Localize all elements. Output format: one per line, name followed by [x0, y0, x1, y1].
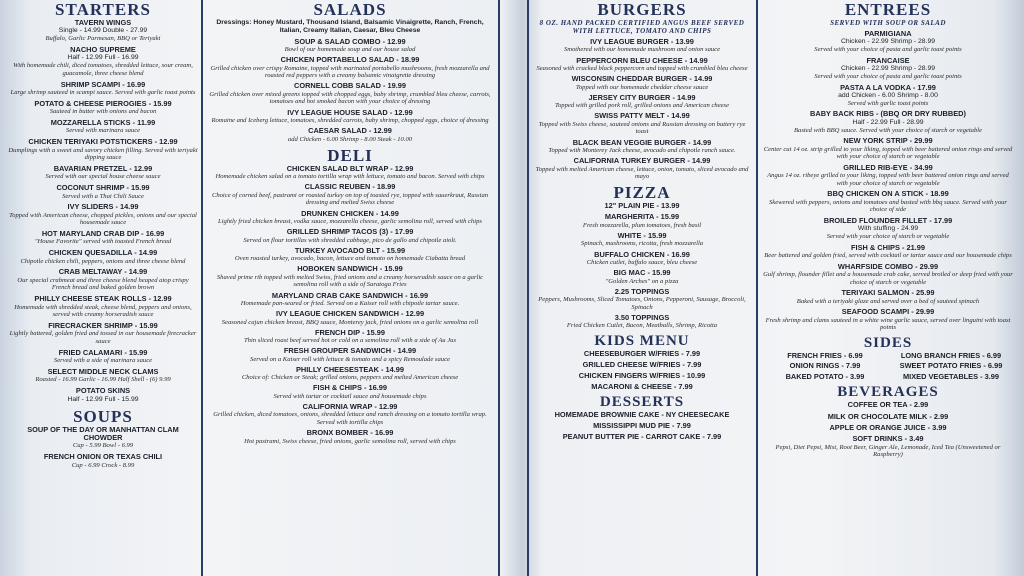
item-name: PHILLY CHEESESTEAK - 14.99: [295, 364, 405, 374]
item-name: PARMIGIANA: [864, 29, 912, 38]
item-name: PASTA A LA VODKA - 17.99: [840, 82, 936, 92]
item-name: PEPPERCORN BLEU CHEESE - 14.99: [576, 55, 708, 65]
menu-item: [206, 165, 494, 181]
item-name: IVY LEAGUE CHICKEN SANDWICH - 12.99: [275, 309, 425, 319]
menu-item: [8, 249, 198, 265]
menu-item: [762, 110, 1014, 134]
menu-item: [8, 203, 198, 227]
menu-item: [8, 19, 198, 43]
menu-item: [206, 210, 494, 226]
menu-item: [8, 100, 198, 116]
menu-item: [532, 202, 752, 210]
side-item: MIXED VEGETABLES - 3.99: [903, 371, 999, 381]
item-name: CRAB MELTAWAY - 14.99: [58, 267, 148, 277]
menu-item: [532, 112, 752, 136]
menu-item: [532, 350, 752, 358]
item-price: Chicken - 22.99 Shrimp - 28.99: [840, 38, 936, 46]
item-description: Lightly battered, golden fried and tossed in our housemade firecracker sauce: [9, 330, 197, 345]
item-name: HOBOKEN SANDWICH - 15.99: [297, 264, 403, 274]
item-price: add Chicken - 6.00 Shrimp - 8.00: [838, 92, 938, 99]
item-description: Served on flour tortillas with shredded cabbage, pico de gallo and chipotle aioli.: [243, 236, 457, 244]
item-name: CHEESEBURGER W/FRIES - 7.99: [583, 348, 701, 358]
item-name: GRILLED SHRIMP TACOS (3) - 17.99: [286, 227, 414, 237]
item-description: Served with a Thai Chili Sauce: [62, 192, 144, 200]
item-description: Choice of: Chicken or Steak; grilled onions, peppers and melted American cheese: [241, 374, 459, 382]
deli-heading: DELI: [327, 145, 373, 165]
menu-item: [532, 383, 752, 391]
menu-item: [206, 329, 494, 345]
item-name: TAVERN WINGS: [74, 18, 132, 27]
item-name: PHILLY CHEESE STEAK ROLLS - 12.99: [34, 294, 172, 304]
item-description: Our special crabmeat and three cheese blend heaped atop crispy French bread and baked golden brown: [17, 276, 189, 292]
burgers-list: [532, 38, 752, 181]
item-name: CHICKEN QUESADILLA - 14.99: [48, 248, 158, 258]
menu-item: [532, 411, 752, 419]
menu-item: [8, 322, 198, 346]
item-name: IVY SLIDERS - 14.99: [67, 202, 139, 212]
item-name: FISH & CHIPS - 21.99: [851, 242, 925, 252]
entrees-list: [762, 30, 1014, 332]
item-description: Topped with our homemade cheddar cheese sauce: [575, 83, 709, 91]
item-name: GRILLED RIB-EYE - 34.99: [843, 162, 933, 172]
menu-item: [206, 228, 494, 244]
menu-item: [762, 413, 1014, 421]
item-name: MARYLAND CRAB CAKE SANDWICH - 16.99: [271, 290, 429, 300]
item-name: FISH & CHIPS - 16.99: [313, 383, 387, 393]
item-name: APPLE OR ORANGE JUICE - 3.99: [829, 422, 947, 432]
item-name: HOMEMADE BROWNIE CAKE - NY CHEESECAKE: [554, 409, 730, 419]
menu-item: [762, 84, 1014, 108]
menu-item: [762, 217, 1014, 241]
salad-dressings: Dressings: Honey Mustard, Thousand Island, Balsamic Vinaigrette, Ranch, French, Italian, Creamy Italian, Caesar, Bleu Cheese: [216, 19, 484, 34]
item-name: COFFEE OR TEA - 2.99: [847, 400, 929, 410]
item-price: Half - 12.99 Full - 16.99: [67, 54, 139, 62]
item-name: WISCONSIN CHEDDAR BURGER - 14.99: [571, 74, 713, 84]
column-divider: [201, 0, 203, 576]
item-description: Spinach, mushrooms, ricotta, fresh mozzarella: [580, 240, 704, 248]
kids-menu-heading: KIDS MENU: [594, 332, 690, 349]
item-name: NACHO SUPREME: [70, 44, 136, 54]
column-starters-soups: [8, 0, 198, 576]
item-name: COCONUT SHRIMP - 15.99: [56, 183, 150, 193]
item-description: Served with our special house cheese sauce: [45, 173, 161, 181]
menu-item: [532, 433, 752, 441]
item-description: Served with a side of marinara sauce: [53, 357, 153, 365]
item-description: Large shrimp sauteed in scampi sauce. Served with garlic toast points: [10, 88, 196, 96]
starters-heading: STARTERS: [55, 0, 151, 19]
item-name: NEW YORK STRIP - 29.99: [843, 136, 933, 146]
item-name: CHICKEN FINGERS W/FRIES - 10.99: [578, 370, 706, 380]
column-divider: [756, 0, 758, 576]
item-name: MISSISSIPPI MUD PIE - 7.99: [593, 420, 691, 430]
menu-item: [532, 269, 752, 285]
menu-item: [532, 232, 752, 248]
item-name: SOFT DRINKS - 3.49: [852, 434, 924, 444]
menu-item: [762, 289, 1014, 305]
item-name: SWISS PATTY MELT - 14.99: [594, 111, 690, 121]
kids-menu-list: [532, 350, 752, 391]
item-description: Seasoned with cracked black peppercorn and topped with crumbled bleu cheese: [536, 65, 748, 72]
menu-item: [762, 30, 1014, 54]
item-name: IVY LEAGUE BURGER - 13.99: [590, 37, 694, 46]
item-name: SELECT MIDDLE NECK CLAMS: [47, 366, 159, 376]
item-description: "Golden Arches" on a pizza: [605, 277, 679, 285]
item-description: Basted with BBQ sauce. Served with your choice of starch or vegetable: [794, 126, 982, 134]
item-description: Oven roasted turkey, avocado, bacon, lettuce and tomato on homemade Ciabatta bread: [234, 255, 466, 263]
item-description: Grilled chicken over crispy Romaine, topped with marinated portabello mushrooms, fresh mozzarella and roasted red peppers with a creamy balsamic vinaigrette dressing: [210, 64, 490, 80]
desserts-list: [532, 411, 752, 441]
column-divider: [527, 0, 529, 576]
item-name: PEANUT BUTTER PIE - CARROT CAKE - 7.99: [562, 431, 722, 441]
item-description: Lightly fried chicken breast, vodka sauce, mozzarella cheese, garlic semolina roll, served with chips: [218, 217, 482, 225]
starters-list: [8, 19, 198, 403]
item-name: WHITE - 15.99: [617, 230, 667, 240]
item-name: FRENCH DIP - 15.99: [314, 327, 386, 337]
item-description: Topped with American cheese, chopped pickles, onions and our special housemade sauce: [9, 211, 197, 227]
soups-heading: SOUPS: [73, 406, 133, 426]
item-name: CAESAR SALAD - 12.99: [308, 126, 392, 136]
item-name: 3.50 TOPPINGS: [614, 312, 670, 322]
menu-item: [532, 251, 752, 267]
item-description: Grilled chicken, diced tomatoes, onions, shredded lettuce and ranch dressing on a tomato tortilla wrap. Served with tortilla chips: [213, 411, 487, 427]
menu-item: [206, 347, 494, 363]
item-description: Served on a Kaiser roll with lettuce & tomato and a spicy Remoulade sauce: [250, 355, 450, 363]
menu-item: [8, 119, 198, 135]
item-name: BIG MAC - 15.99: [613, 268, 671, 278]
menu-item: [206, 82, 494, 106]
item-description: Served with your choice of pasta and garlic toast points: [814, 73, 962, 80]
menu-item: [532, 139, 752, 155]
item-price: Half - 22.99 Full - 28.99: [852, 118, 924, 126]
beverages-list: [762, 401, 1014, 459]
menu-item: [206, 38, 494, 54]
item-description: Served with marinara sauce: [65, 127, 141, 135]
menu-item: [206, 310, 494, 326]
item-description: Served with your choice of starch or vegetable: [826, 233, 950, 241]
item-name: FIRECRACKER SHRIMP - 15.99: [48, 321, 158, 330]
menu-item: [762, 190, 1014, 214]
item-name: BABY BACK RIBS - (BBQ OR DRY RUBBED): [810, 109, 966, 119]
menu-item: [8, 184, 198, 200]
item-name: CHICKEN SALAD BLT WRAP - 12.99: [286, 163, 414, 173]
side-item: ONION RINGS - 7.99: [789, 361, 861, 371]
item-name: FRENCH ONION OR TEXAS CHILI: [43, 452, 163, 462]
item-description: Baked with a teriyaki glaze and served over a bed of sauteed spinach: [796, 297, 980, 305]
soups-list: [8, 426, 198, 470]
item-name: MILK OR CHOCOLATE MILK - 2.99: [827, 411, 949, 421]
column-divider: [498, 0, 500, 576]
menu-item: [8, 426, 198, 450]
item-description: Grilled chicken over mixed greens topped with chopped eggs, baby shrimp, crumbled bleu cheese, carrots, tomatoes and hot smoked bacon with your choice of dressing: [209, 90, 491, 106]
beverages-heading: BEVERAGES: [837, 384, 939, 401]
sides-heading: SIDES: [863, 334, 913, 351]
menu-item: [532, 38, 752, 54]
menu-item: [8, 81, 198, 97]
menu-item: [8, 138, 198, 162]
item-name: CALIFORNIA WRAP - 12.99: [302, 402, 398, 412]
item-name: FRESH GROUPER SANDWICH - 14.99: [283, 346, 417, 356]
entrees-subtitle: SERVED WITH SOUP OR SALAD: [830, 19, 946, 27]
item-name: BLACK BEAN VEGGIE BURGER - 14.99: [572, 137, 712, 147]
item-description: Cup - 6.99 Crock - 8.99: [71, 461, 135, 469]
menu-item: [8, 268, 198, 292]
item-description: Smothered with our homemade mushroom and onion sauce: [563, 46, 721, 54]
item-name: POTATO & CHEESE PIEROGIES - 15.99: [34, 98, 172, 108]
menu-item: [206, 127, 494, 143]
item-description: Homemade chicken salad on a tomato tortilla wrap with lettuce, tomato and bacon. Served with chips: [215, 173, 485, 181]
item-description: Topped with Swiss cheese, sauteed onions and Russian dressing on buttery rye toast: [538, 120, 746, 136]
item-description: Roasted - 16.99 Garlic - 16.99 Half Shell - (6) 9.99: [35, 376, 171, 384]
menu-item: [762, 57, 1014, 81]
menu-item: [206, 403, 494, 427]
item-name: MACARONI & CHEESE - 7.99: [591, 381, 693, 391]
menu-item: [532, 361, 752, 369]
item-name: SEAFOOD SCAMPI - 29.99: [841, 307, 935, 317]
item-price: Chicken - 22.99 Shrimp - 28.99: [840, 65, 936, 73]
item-name: DRUNKEN CHICKEN - 14.99: [301, 208, 399, 218]
menu-item: [8, 387, 198, 403]
side-item: SWEET POTATO FRIES - 6.99: [899, 361, 1003, 371]
menu-item: [532, 57, 752, 73]
menu-item: [532, 157, 752, 181]
item-description: Choice of corned beef, pastrami or roasted turkey on top of toasted rye, topped with sauerkraut, Russian dressing and melted Swiss cheese: [211, 191, 489, 207]
menu-item: [532, 75, 752, 91]
item-name: FRIED CALAMARI - 15.99: [58, 347, 148, 357]
item-description: Beer battered and golden fried, served with cocktail or tartar sauce and our housemade chips: [764, 252, 1012, 260]
menu-item: [8, 165, 198, 181]
item-name: CALIFORNIA TURKEY BURGER - 14.99: [573, 156, 711, 166]
item-description: Served with garlic toast points: [847, 99, 929, 107]
item-name: BAVARIAN PRETZEL - 12.99: [53, 163, 153, 173]
column-salads-deli: [206, 0, 494, 576]
item-description: Skewered with peppers, onions and tomatoes and basted with bbq sauce. Served with your choice of side: [768, 198, 1008, 214]
menu-item: [762, 401, 1014, 409]
side-item: FRENCH FRIES - 6.99: [787, 350, 863, 360]
item-name: BBQ CHICKEN ON A STICK - 18.99: [827, 189, 949, 199]
menu-item: [532, 288, 752, 312]
item-name: CHICKEN PORTABELLO SALAD - 18.99: [280, 55, 420, 65]
item-description: Romaine and Iceberg lettuce, tomatoes, shredded carrots, baby shrimp, chopped eggs, choice of dressing: [211, 116, 489, 124]
menu-item: [762, 263, 1014, 287]
menu-item: [206, 429, 494, 445]
salads-heading: SALADS: [313, 0, 387, 19]
menu-item: [762, 137, 1014, 161]
item-description: Sauteed in butter with onions and bacon: [49, 108, 157, 116]
item-name: BRONX BOMBER - 16.99: [306, 428, 394, 438]
side-item: BAKED POTATO - 3.99: [785, 371, 865, 381]
item-description: Shaved prime rib topped with melted Swiss, fried onions and a creamy horseradish sauce on a garlic semolina roll with a side of Saratoga Fries: [216, 273, 484, 289]
menu-item: [8, 230, 198, 246]
item-description: Homemade pan-seared or fried. Served on a Kaiser roll with chipotle tartar sauce.: [240, 299, 460, 307]
item-description: Topped with melted American cheese, lettuce, onion, tomato, sliced avocado and mayo: [535, 165, 749, 181]
item-description: Hot pastrami, Swiss cheese, fried onions, garlic semolina roll, served with chips: [244, 437, 456, 445]
item-name: JERSEY CITY BURGER - 14.99: [588, 92, 696, 102]
menu-item: [206, 56, 494, 80]
item-name: GRILLED CHEESE W/FRIES - 7.99: [582, 359, 702, 369]
sides-grid: [762, 352, 1014, 381]
pizza-list: [532, 202, 752, 330]
item-name: IVY LEAGUE HOUSE SALAD - 12.99: [287, 107, 413, 117]
menu-item: [206, 265, 494, 289]
entrees-heading: ENTREES: [844, 0, 932, 19]
menu-item: [8, 368, 198, 384]
item-description: Seasoned cajun chicken breast, BBQ sauce, Monterey jack, fried onions on a garlic semolina roll: [221, 318, 479, 326]
side-item: LONG BRANCH FRIES - 6.99: [900, 350, 1002, 360]
item-description: With homemade chili, diced tomatoes, shredded lettuce, sour cream, guacamole, three cheese blend: [13, 62, 193, 77]
item-description: Center cut 14 oz. strip grilled to your liking, topped with beer battered onion rings and served with your choice of starch or vegetable: [763, 145, 1013, 161]
menu-item: [532, 314, 752, 330]
item-name: BUFFALO CHICKEN - 16.99: [594, 249, 690, 259]
menu-item: [532, 213, 752, 229]
item-name: MARGHERITA - 15.99: [604, 212, 680, 222]
item-description: Dumplings with a sweet and savory chicken filling. Served with teriyaki dipping sauce: [8, 146, 198, 162]
item-description: Served with tartar or cocktail sauce and housemade chips: [273, 392, 427, 400]
burgers-heading: BURGERS: [597, 0, 687, 19]
item-name: WHARFSIDE COMBO - 29.99: [837, 261, 939, 271]
item-description: Fresh mozzarella, plum tomatoes, fresh basil: [582, 221, 702, 229]
item-description: Chicken cutlet, buffalo sauce, bleu cheese: [586, 258, 698, 266]
menu-item: [206, 292, 494, 308]
menu-item: [206, 109, 494, 125]
item-description: Gulf shrimp, flounder fillet and a housemade crab cake, served broiled or deep fried with your choice of starch or vegetable: [763, 271, 1013, 286]
item-name: CORNELL COBB SALAD - 19.99: [294, 81, 406, 91]
menu-item: [762, 244, 1014, 260]
item-name: 2.25 TOPPINGS: [614, 286, 670, 296]
menu-item: [532, 372, 752, 380]
item-description: Pepsi, Diet Pepsi, Mist, Root Beer, Ginger Ale, Lemonade, Iced Tea (Unsweetened or Raspberry): [775, 443, 1001, 459]
item-name: POTATO SKINS: [75, 386, 131, 396]
item-description: Angus 14 oz. ribeye grilled to your liking, topped with beer battered onion rings and served with your choice of starch or vegetable: [767, 172, 1009, 187]
menu-item: [762, 164, 1014, 188]
menu-item: [206, 183, 494, 207]
item-description: Homemade with shredded steak, cheese blend, peppers and onions, served with creamy horseradish sauce: [14, 303, 192, 319]
item-name: MOZZARELLA STICKS - 11.99: [50, 117, 156, 127]
item-description: Peppers, Mushrooms, Sliced Tomatoes, Onions, Pepperoni, Sausage, Broccoli, Spinach: [538, 296, 746, 311]
item-name: SOUP OF THE DAY OR MANHATTAN CLAM CHOWDER: [27, 424, 179, 442]
item-name: HOT MARYLAND CRAB DIP - 16.99: [41, 229, 165, 239]
item-price: With stuffing - 24.99: [857, 225, 919, 233]
item-name: SOUP & SALAD COMBO - 12.99: [294, 36, 406, 46]
menu-item: [206, 366, 494, 382]
column-burgers-pizza: [532, 0, 752, 576]
item-name: CHICKEN TERIYAKI POTSTICKERS - 12.99: [28, 137, 178, 147]
salads-list: [206, 38, 494, 144]
item-description: Topped with grilled pork roll, grilled onions and American cheese: [554, 102, 730, 110]
item-description: Fresh shrimp and clams sauteed in a white wine garlic sauce, served over linguini with toast points: [765, 316, 1011, 332]
item-name: SHRIMP SCAMPI - 16.99: [60, 79, 146, 89]
menu-item: [532, 94, 752, 110]
menu-item: [8, 46, 198, 77]
menu-item: [206, 384, 494, 400]
item-name: 12" PLAIN PIE - 13.99: [604, 201, 680, 211]
item-description: Topped with Monterey Jack cheese, avocado and chipotle ranch sauce.: [548, 146, 736, 154]
deli-list: [206, 165, 494, 446]
item-price: Half - 12.99 Full - 15.99: [67, 395, 139, 403]
menu-item: [762, 308, 1014, 332]
item-name: TERIYAKI SALMON - 25.99: [841, 288, 935, 298]
item-description: Thin sliced roast beef served hot or cold on a semolina roll with a side of Au Jus: [243, 337, 457, 345]
menu-item: [206, 247, 494, 263]
menu-item: [762, 435, 1014, 459]
item-description: Chipotle chicken chili, peppers, onions and three cheese blend: [20, 257, 186, 265]
burgers-subtitle: 8 OZ. HAND PACKED CERTIFIED ANGUS BEEF SERVED WITH LETTUCE, TOMATO AND CHIPS: [539, 19, 745, 35]
menu-item: [8, 295, 198, 319]
item-description: add Chicken - 6.00 Shrimp - 8.00 Steak - 10.00: [287, 135, 413, 143]
item-description: "House Favorite" served with toasted French bread: [34, 238, 172, 246]
item-name: FRANCAISE: [866, 55, 910, 65]
menu-item: [762, 424, 1014, 432]
pizza-heading: PIZZA: [613, 183, 671, 203]
menu-item: [532, 422, 752, 430]
menu-item: [8, 349, 198, 365]
item-description: Cup - 5.99 Bowl - 6.99: [72, 442, 134, 450]
item-description: Buffalo, Garlic Parmesan, BBQ or Teriyaki: [45, 35, 161, 43]
item-description: Served with your choice of pasta and garlic toast points: [814, 46, 962, 54]
item-description: Fried Chicken Cutlet, Bacon, Meatballs, Shrimp, Ricotta: [566, 322, 718, 330]
menu-item: [8, 453, 198, 469]
item-name: BROILED FLOUNDER FILLET - 17.99: [823, 215, 953, 225]
item-description: Bowl of our homemade soup and our house salad: [284, 46, 416, 53]
desserts-heading: DESSERTS: [599, 393, 685, 410]
item-name: TURKEY AVOCADO BLT - 15.99: [294, 245, 406, 255]
column-entrees: [762, 0, 1014, 576]
item-name: CLASSIC REUBEN - 18.99: [304, 182, 396, 192]
item-price: Single - 14.99 Double - 27.99: [58, 27, 148, 35]
